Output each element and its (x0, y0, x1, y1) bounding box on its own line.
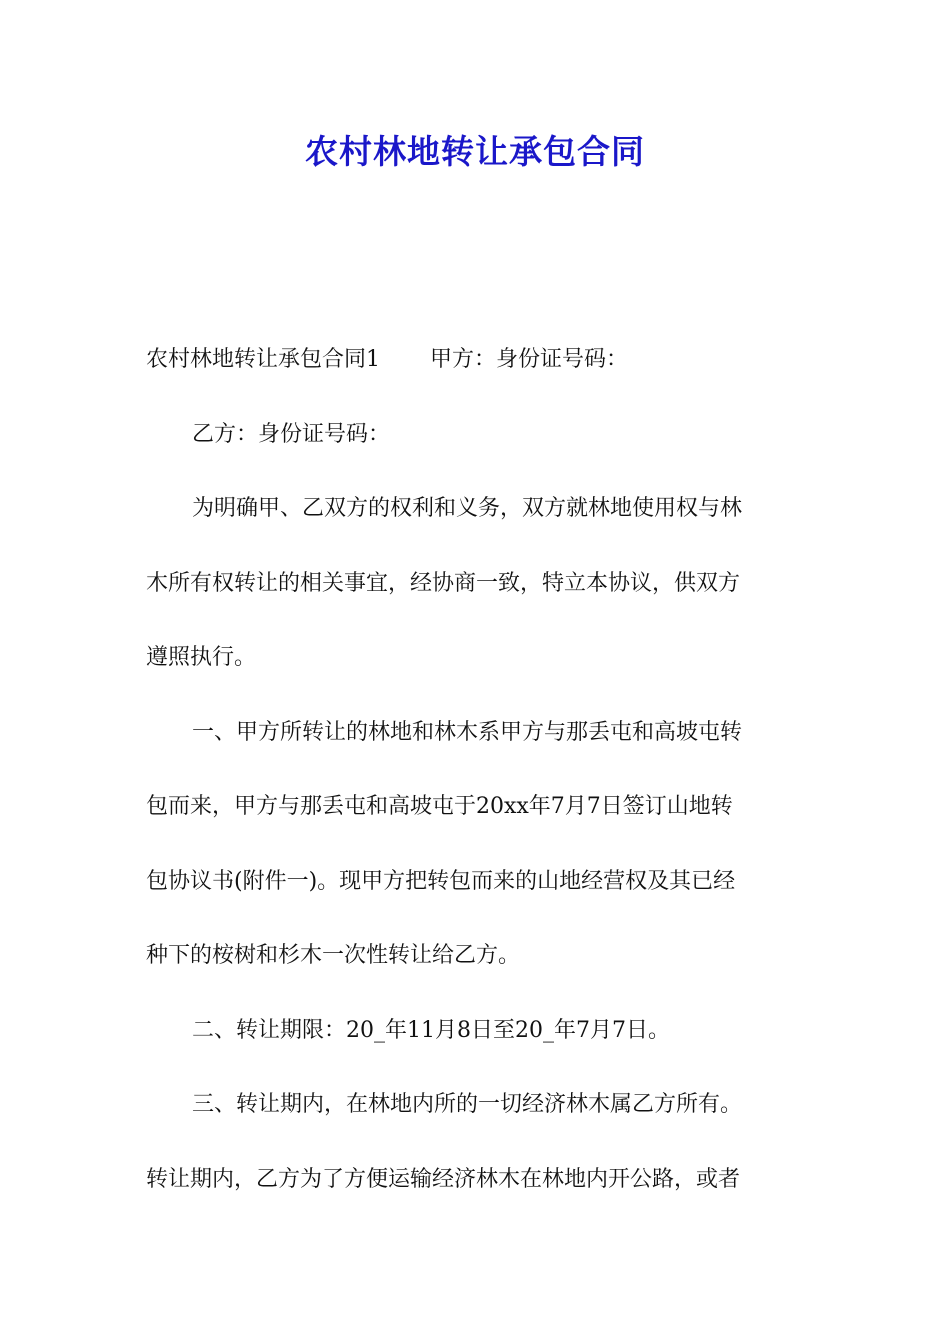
document-title: 农村林地转让承包合同 (305, 132, 645, 171)
party-b-line: 乙方：身份证号码： (192, 422, 391, 447)
paragraph-line: 为明确甲、乙双方的权利和义务，双方就林地使用权与林 (192, 496, 743, 521)
paragraph-line: 遵照执行。 (146, 645, 257, 670)
paragraph-line: 三、转让期内，在林地内所的一切经济林木属乙方所有。 (192, 1092, 743, 1117)
paragraph-line: 包协议书(附件一)。现甲方把转包而来的山地经营权及其已经 (146, 869, 736, 894)
paragraph-line: 二、转让期限：20_年11月8日至20_年7月7日。 (192, 1018, 670, 1043)
paragraph-line: 转让期内，乙方为了方便运输经济林木在林地内开公路，或者 (146, 1167, 741, 1192)
paragraph-line: 一、甲方所转让的林地和林木系甲方与那丢屯和高坡屯转 (192, 720, 743, 745)
paragraph-line: 包而来，甲方与那丢屯和高坡屯于20xx年7月7日签订山地转 (146, 794, 733, 819)
party-a-line: 甲方：身份证号码： (430, 347, 629, 372)
paragraph-line (146, 345, 628, 375)
paragraph-line: 种下的桉树和杉木一次性转让给乙方。 (146, 943, 521, 968)
contract-heading: 农村林地转让承包合同1 (146, 347, 380, 372)
paragraph-line: 木所有权转让的相关事宜，经协商一致，特立本协议，供双方 (146, 571, 741, 596)
